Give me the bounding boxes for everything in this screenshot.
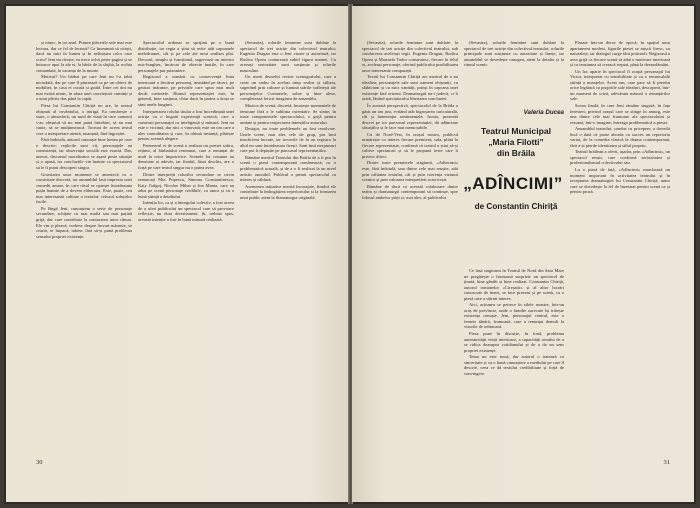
paragraph: Rămâne de dorit ca această colaborare dintre teatru și dramaturgii contemporani să continue, spre folosul ambelor părți și, mai ales, al publicului. bbox=[362, 183, 458, 200]
paragraph: Piesa lui Constantin Chiriță nu are, în sensul obișnuit al cuvântului, o intrigă. Ea urmărește o stare, o atmosferă, un mod de viață în care oamenii s-au obișnuit să nu mai pună întrebări, să nu mai caute, să se mulțumească. Tocmai de aceea textul cere o interpretare atentă, nuanțată, fără îngroșări. bbox=[36, 103, 132, 136]
paragraph: Dintre toate premierele stagiunii, «Adîncimi» este, fără îndoială, una dintre cele mai reușite, atât prin calitatea textului, cât și prin coerența viziunii scenice și prin valoarea interpretării actoricești. bbox=[362, 160, 458, 183]
theatre-city: din Brăila bbox=[496, 148, 536, 158]
paragraph: Gravitatea unor momente se amestecă cu o comicitate discretă, iar ansamblul lasă impresia unei comedii amare, în care râsul se oprește întotdeauna puțin înainte de a deveni eliberator. Este, poate, cea mai interesantă calitate a textului: refuzul soluțiilor facile. bbox=[36, 171, 132, 205]
left-page bbox=[6, 6, 349, 502]
paragraph: Scena finală, în care Jeni rămâne singură, în fața ferestrei, privind orașul care se stinge în amurg, este una dintre cele mai frumoase ale spectacolului și rezumă, într-o imagine, întreaga problematică a piesei. bbox=[570, 103, 670, 125]
paragraph: Tema nu este nouă, dar autorul o tratează cu sinceritate și cu o bună cunoaștere a mediului pe care îl descrie, ceea ce dă textului credibilitate și forță de convingere. bbox=[464, 354, 564, 376]
paragraph: Teatrul brăilean a oferit, așadar, prin «Adîncimi», un spectacol reușit, care confirmă seriozitatea și profesionalismul colectivului său. bbox=[570, 149, 670, 166]
paragraph: Interpretarea rolului titular a fost încredințată unei actrițe cu o bogată experiență scenică, care a construit personajul cu inteligență și măsură. Jeni nu este o victimă, dar nici o vinovată; este un om care a ales comoditatea și care, în ultimă instanță, plătește pentru această alegere. bbox=[138, 108, 234, 142]
paragraph: Fără îndoială, autorul cunoaște bine lumea pe care o descrie; replicile sunt vii, personajele au consistență, iar observația socială este exactă. Dar, uneori, discursul moralizator se așază peste situație și o apasă, iar concluziile vin înainte ca spectatorul să le fi putut descoperi singur. bbox=[36, 137, 132, 171]
paragraph: Aici, acțiunea se petrece în zilele noastre, într-un oraș de provincie, unde o familie oarecare își trăiește existența cenușie. Jeni, personajul central, este o femeie tânără, frumoasă, care a renunțat demult la visurile de odinioară. bbox=[464, 302, 564, 330]
paragraph: Asemenea inițiative merită încurajate, fiindcă ele contribuie la îmbogățirea repertoriului și la formarea unui public atent la dramaturgia originală. bbox=[240, 183, 336, 200]
article-header bbox=[464, 126, 568, 211]
paragraph: Intenția lor, ca și a întregului colectiv, a fost aceea de a oferi publicului un spectacol care să provoace reflecție, nu doar divertisment. Și, trebuie spus, această intenție a fost în bună măsură realizată. bbox=[138, 200, 234, 222]
play-title: „ADÎNCIMI” bbox=[463, 174, 563, 193]
paragraph: Ce lasă stagiunea în Teatrul de Nord din Satu Mare ne pregătește o frumoasă surpriză: un spectacol de ținută, bine gândit și bine realizat. Constantin Chiriță, autorul romanelor «Cireșarii» și al altor lucrări cunoscute de tineri, se face prezent și pe scenă, cu o piesă care a stârnit interes. bbox=[464, 268, 564, 301]
paragraph: Cu de Nord-Vest, în orașul nostru, publicul urmărește cu interes fiecare premieră; sala, plină la fiecare reprezentație, confirmă că teatrul a știut să-și cultive spectatorii și să le propună texte care îi privesc direct. bbox=[362, 131, 458, 159]
paragraph: Ansamblul teatrului, condus cu pricepere, a dovedit încă o dată că poate aborda cu succes un repertoriu variat, de la comedia clasică la drama contemporană, fără a-și pierde identitatea și stilul propriu. bbox=[570, 126, 670, 148]
left-column-3 bbox=[240, 40, 336, 462]
paragraph: (Sevastia), rolurile feminine sunt dublate: la spectacol de trei actrițe din colectivul teatrului, sub conducerea aceleiași regii. Eugenia Dragan, Rodica Oprea și Marinela Tudor construiesc, fiecare în felul ei, aceleași personaje, oferind publicului posibilitatea unor interesante comparații. bbox=[362, 40, 458, 73]
paragraph: Spectacolul ordonat se sprijină pe o bună distribuție, iar regia a știut să evite atât capcanele melodramei, cât și pe cele ale unui realism plat. Decorul, simplu și funcțional, sugerează un interior mic-burghez, încărcat de obiecte inutile, în care personajele par prizoniere. bbox=[138, 40, 234, 73]
right-column-2-top bbox=[464, 40, 564, 110]
paragraph: Desigur, nu toate problemele au fost rezolvate. Unele scene, mai ales cele de grup, par încă insuficient lucrate, iar trecerile de la un registru la altul nu sunt întotdeauna firești. Sunt însă neajunsuri care pot fi depășite pe parcursul reprezentațiilor. bbox=[240, 126, 336, 154]
theatre-patron: „Maria Filotti” bbox=[488, 137, 544, 147]
paragraph: (Sevastia), rolurile feminine sunt dublate la spectacol de trei actrițe din colectivul teatrului; Eugenia Dragan este o Jeni vioaie și autoritară, iar Rodica Oprea conturează subtil figura mamei. Cu aceeași seriozitate sunt susținute și rolurile masculine. bbox=[240, 40, 336, 73]
theatre-name: Teatrul Municipal bbox=[480, 126, 552, 136]
paragraph: Piesa pune în discuție, în fond, problema autenticității vieții interioare, a capacității omului de a se ridica deasupra cotidianului și de a da un sens propriei existențe. bbox=[464, 331, 564, 353]
paragraph: Un merit deosebit revine scenografului, care a creat un cadru în același timp realist și stilizat, sugerând prin culoare și lumină stările sufletești ale personajelor. Costumele, sobre și bine alese, completează fericit imaginea de ansamblu. bbox=[240, 74, 336, 102]
paragraph: Muzica de scenă, discretă, însoțește momentele de tensiune fără a le sublinia ostentativ. Se simte, în toate componentele spectacolului, o grijă pentru unitate și pentru respectarea intențiilor autorului. bbox=[240, 103, 336, 125]
paragraph: (Sevastia), rolurile feminine sunt dublate la spectacol de trei actrițe din colectivul teatrului; rolurile principale sunt susținute cu autoritate și finețe, iar ansamblul se dovedește omogen, atent la detaliu și la ritmul scenic. bbox=[464, 40, 564, 68]
left-column-1 bbox=[36, 40, 132, 462]
right-column-3 bbox=[570, 40, 670, 462]
page-number: 31 bbox=[663, 459, 670, 466]
paragraph: Textul lui Constantin Chiriță are meritul de a nu idealiza; personajele sale sunt oameni obișnuiți, cu slăbiciuni și cu mici vanități, prinși în capcana unei existențe fără orizont. Dramaturgul nu-i judecă, ci îi arată, lăsând spectatorului libertatea concluziei. bbox=[362, 74, 458, 102]
right-column-1 bbox=[362, 40, 458, 462]
paragraph: La o piesă de față, «Adîncimi» marchează un moment important în activitatea teatrului și în receptarea dramaturgiei lui Constantin Chiriță, autor care se dovedește la fel de înzestrat pentru scenă ca și pentru proză. bbox=[570, 167, 670, 195]
paragraph: Partenerul ei de scenă a realizat un portret sobru, reținut, al bărbatului resemnat, care a renunțat de mult la orice împotrivire. Scenele lor comune au densitate și adevăr, iar finalul, lăsat deschis, are o forță pe care textul singur nu o putea avea. bbox=[138, 142, 234, 171]
paragraph: Plasate într-un decor de epocă, în spațiul unui apartament modest, figurile piesei se mișcă firesc, cu naturalețe, iar dialogul curge fără poticneli. Regizorul a avut grijă ca fiecare scenă să aibă o motivare interioară și ca tensiunea să crească treptat, până la deznodământ. bbox=[570, 40, 670, 68]
left-column-2 bbox=[138, 40, 234, 462]
review-author: Valeria Ducea bbox=[523, 109, 564, 116]
page-number: 30 bbox=[36, 459, 43, 466]
paragraph: Un loc aparte în spectacol îl ocupă personajul lui Victor, interpretat cu sensibilitate și cu o remarcabilă știință a nuanțelor. Acest om, care pare să fi pierdut orice legătură cu propriile sale idealuri, descoperă, într-un moment de criză, adevărata măsură a renunțărilor sale. bbox=[570, 68, 670, 102]
paragraph: și nimic, în tot anul. Printre plăcerile sale mai este lectura, dar ce fel de lectură? Ce înseamnă să citești, dacă nu intri în lumea și în neliniștea celor care scriu? Jeni nu citește; ea trece ochii peste pagini și se întoarce apoi la ale ei, la bârfa de la slujbă, la rochia comandată, la vacanța de la munte. bbox=[36, 40, 132, 73]
play-byline: de Constantin Chiriță bbox=[474, 202, 558, 211]
paragraph: În această perspectivă, spectacolul de la Brăila a găsit un ton just, evitând atât îngroșarea caricaturală, cât și lamentația sentimentală. Ironia, prezentă discret pe tot parcursul reprezentației, dă adâncime situațiilor și le face mai memorabile. bbox=[362, 103, 458, 131]
right-page bbox=[352, 6, 694, 502]
paragraph: Motivul? Un bărbat pe care Jeni nu l-a iubit niciodată, dar pe care îl păstrează ca pe un obiect de mobilier, în casa ei curată și goală. Între cei doi nu mai există nimic, în afara unei conviețuiri cuminți și a unui plictis dus până la capăt. bbox=[36, 74, 132, 102]
right-column-2-bottom bbox=[464, 268, 564, 462]
paragraph: Pe lângă Jeni, cunoaștem o serie de personaje secundare, schițate cu mai multă sau mai puțină grijă, dar care contribuie la conturarea unui climat. Ele vin și pleacă, vorbesc despre lucruri mărunte, se ceartă, se împacă, trăiesc fără să-și pună problema sensului propriei existențe. bbox=[36, 205, 132, 239]
paragraph: Dintre interpreții rolurilor secundare se cuvin remarcați Mia Popescu, Simona Constantinescu, Katy Galgoț, Nicolae Mihai și Ion Manta, care au adus pe scenă personaje credibile, cu umor și cu o bună știință a detaliului. bbox=[138, 171, 234, 199]
paragraph: Regizorul a urmărit cu consecvență linia interioară a fiecărui personaj, insistând pe tăceri, pe gesturi mărunte, pe privirile care spun mai mult decât cuvintele. Ritmul reprezentației este, în general, bine susținut, chiar dacă în partea a doua se simt unele lungimi. bbox=[138, 74, 234, 108]
magazine-spread bbox=[4, 4, 696, 504]
paragraph: Rămâne meritul Teatrului din Brăila de a fi pus în scenă o piesă contemporană românească, cu o problematică actuală, și de a o fi realizat la un nivel artistic onorabil. Publicul a primit spectacolul cu interes și căldură. bbox=[240, 154, 336, 183]
